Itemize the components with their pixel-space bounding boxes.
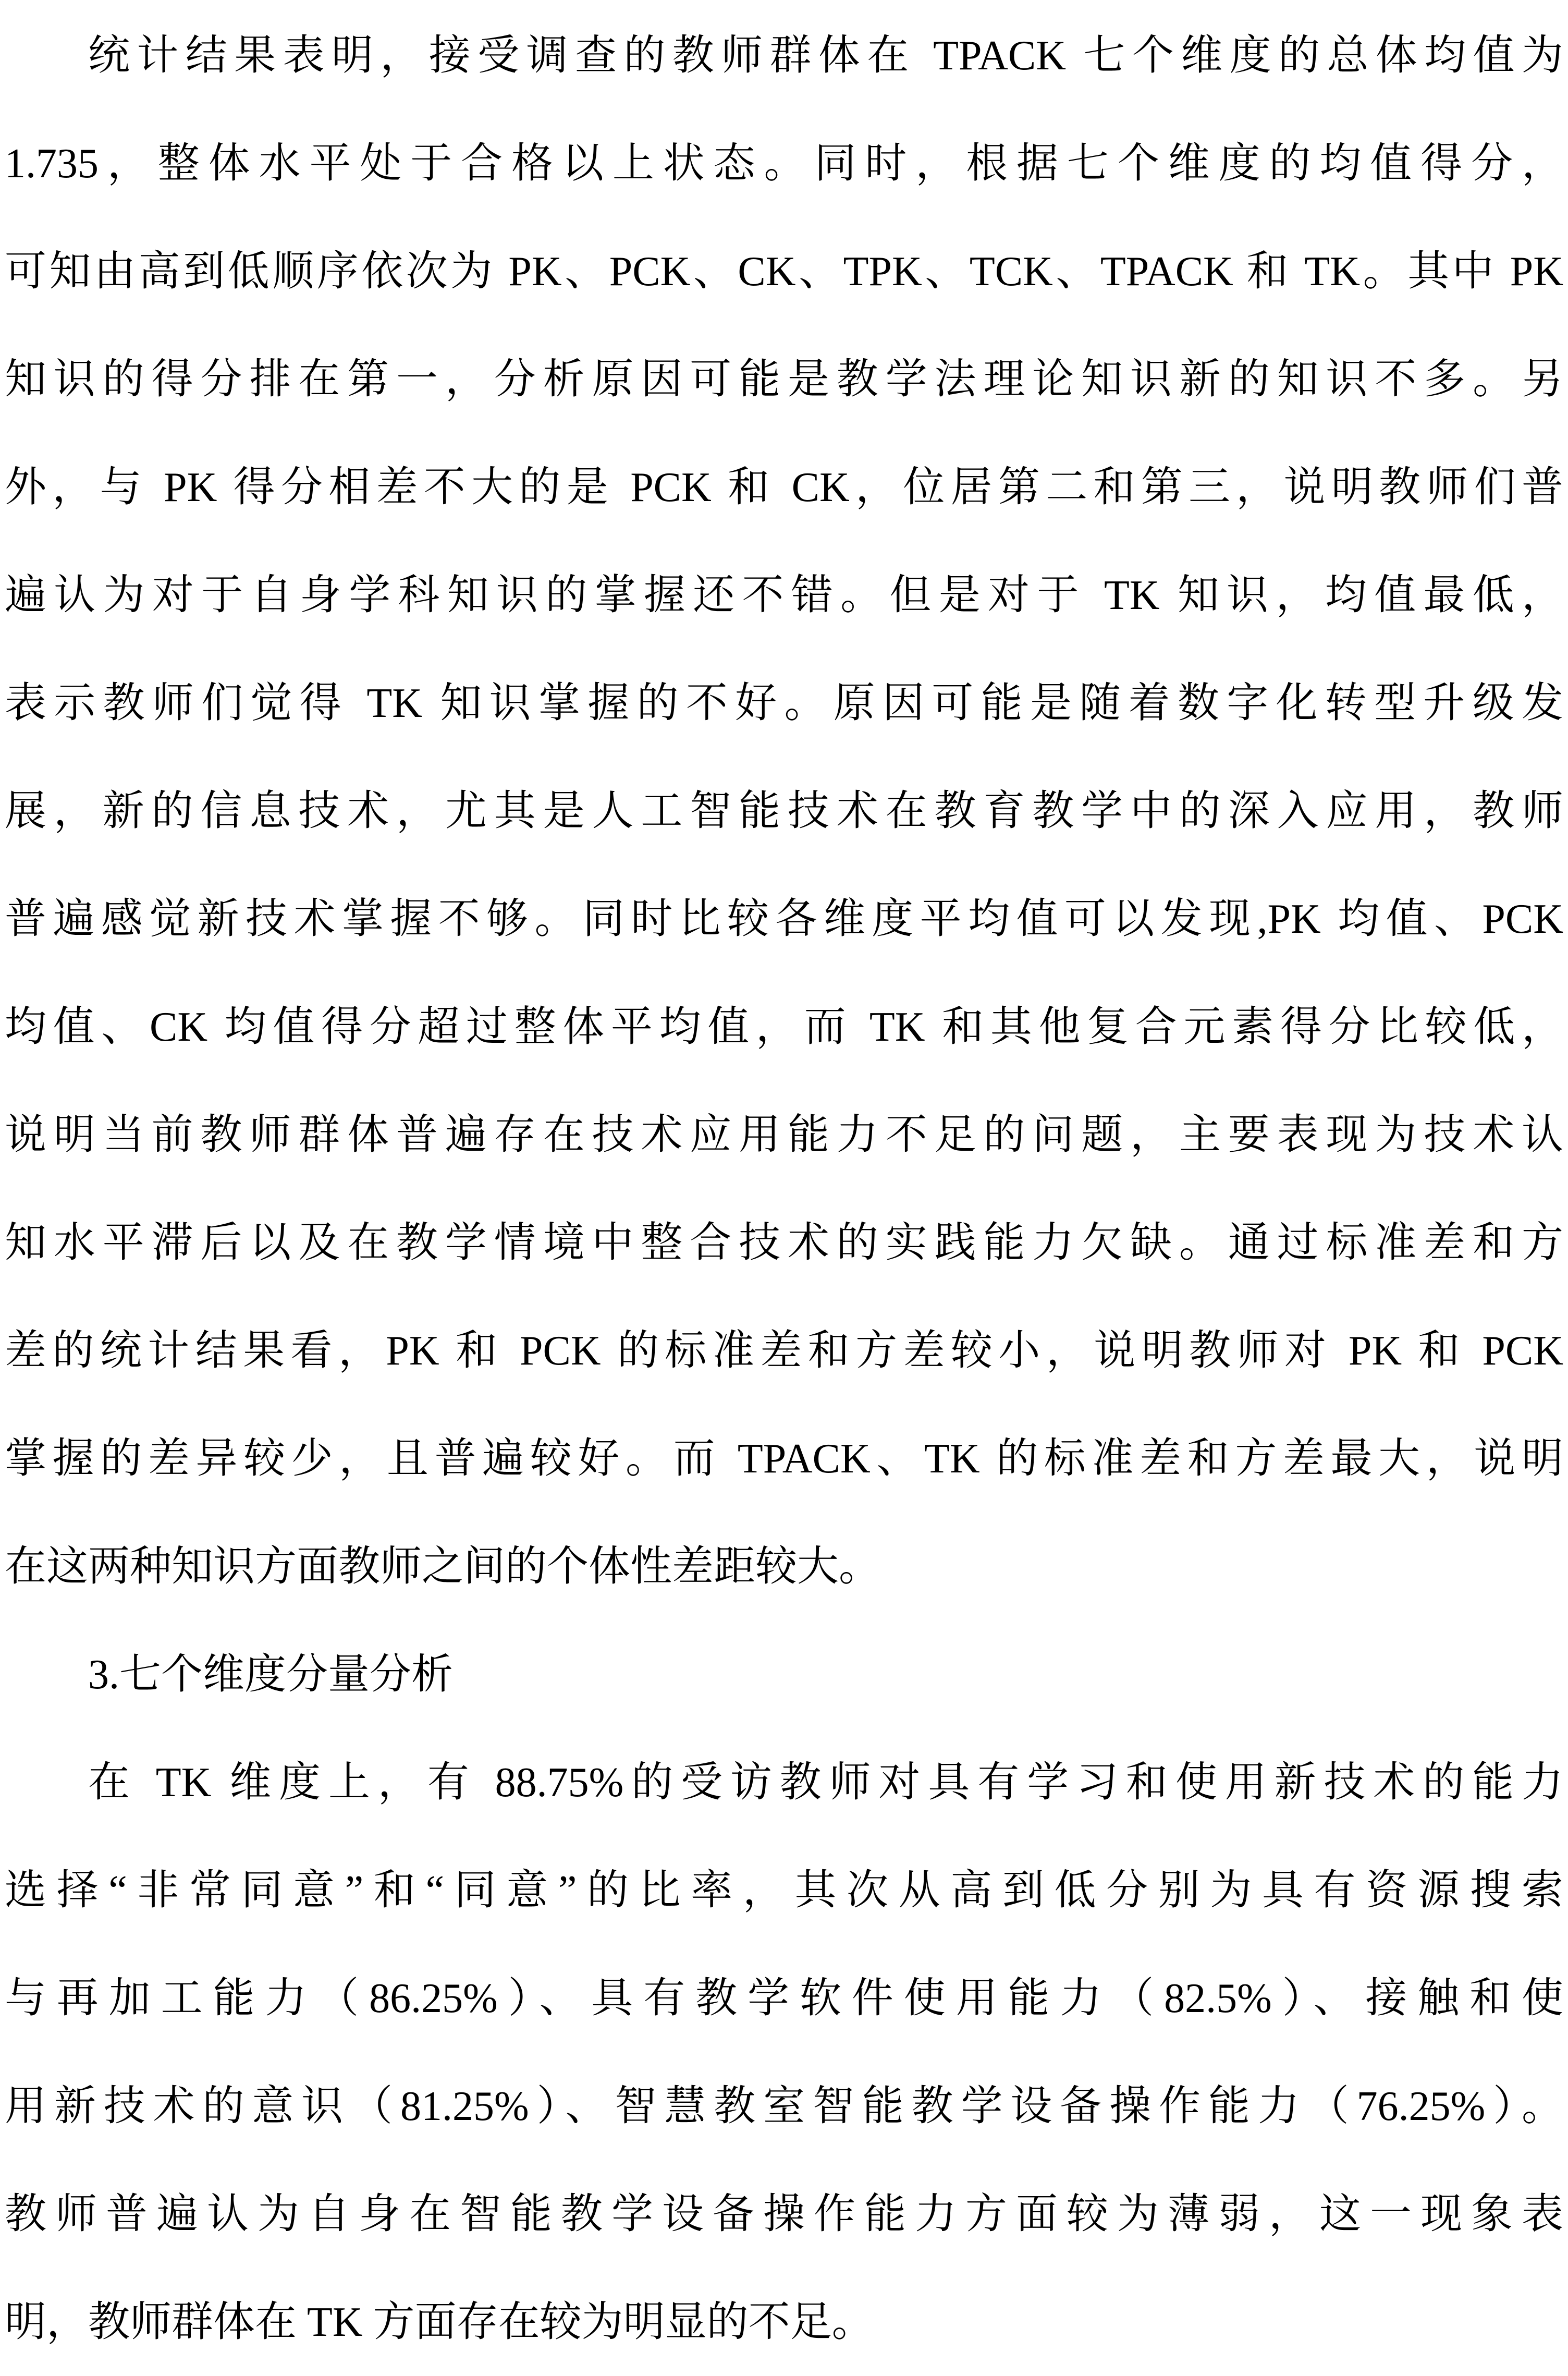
text-line: 表示教师们觉得 TK 知识掌握的不好。原因可能是随着数字化转型升级发 xyxy=(5,680,1563,726)
text-line: 1.735，整体水平处于合格以上状态。同时，根据七个维度的均值得分， xyxy=(5,141,1563,187)
text-line: 差的统计结果看，PK 和 PCK 的标准差和方差较小，说明教师对 PK 和 PCK xyxy=(5,1328,1563,1374)
text-line: 知水平滞后以及在教学情境中整合技术的实践能力欠缺。通过标准差和方 xyxy=(5,1220,1563,1266)
text-line: 在 TK 维度上，有 88.75%的受访教师对具有学习和使用新技术的能力 xyxy=(88,1760,1563,1806)
text-line: 在这两种知识方面教师之间的个体性差距较大。 xyxy=(5,1544,880,1590)
text-line: 用新技术的意识（81.25%）、智慧教室智能教学设备操作能力（76.25%）。 xyxy=(5,2083,1563,2129)
text-line: 说明当前教师群体普遍存在技术应用能力不足的问题，主要表现为技术认 xyxy=(5,1112,1563,1158)
text-line: 统计结果表明，接受调查的教师群体在 TPACK 七个维度的总体均值为 xyxy=(88,33,1563,79)
paragraph-overall-tpack-analysis xyxy=(5,2,1563,1621)
section-heading: 3.七个维度分量分析 xyxy=(88,1652,453,1698)
text-line: 教师普遍认为自身在智能教学设备操作能力方面较为薄弱，这一现象表 xyxy=(5,2191,1563,2237)
text-line: 外，与 PK 得分相差不大的是 PCK 和 CK，位居第二和第三，说明教师们普 xyxy=(5,465,1563,510)
section-heading-seven-dimensions xyxy=(5,1621,1563,1729)
text-line: 掌握的差异较少，且普遍较好。而 TPACK、TK 的标准差和方差最大，说明 xyxy=(5,1436,1563,1482)
text-line: 知识的得分排在第一，分析原因可能是教学法理论知识新的知识不多。另 xyxy=(5,357,1563,403)
text-line: 遍认为对于自身学科知识的掌握还不错。但是对于 TK 知识，均值最低， xyxy=(5,572,1563,618)
text-line: 普遍感觉新技术掌握不够。同时比较各维度平均值可以发现,PK 均值、PCK xyxy=(5,896,1563,942)
text-line: 展，新的信息技术，尤其是人工智能技术在教育教学中的深入应用，教师 xyxy=(5,788,1563,834)
text-line: 与再加工能力（86.25%）、具有教学软件使用能力（82.5%）、接触和使 xyxy=(5,1976,1563,2021)
text-line: 选择“非常同意”和“同意”的比率，其次从高到低分别为具有资源搜索 xyxy=(5,1868,1563,1914)
text-line: 可知由高到低顺序依次为 PK、PCK、CK、TPK、TCK、TPACK 和 TK。其中 PK xyxy=(5,249,1563,295)
paragraph-tk-dimension-analysis xyxy=(5,1729,1563,2376)
text-line: 明，教师群体在 TK 方面存在较为明显的不足。 xyxy=(5,2299,874,2345)
text-line: 均值、CK 均值得分超过整体平均值，而 TK 和其他复合元素得分比较低， xyxy=(5,1004,1563,1050)
